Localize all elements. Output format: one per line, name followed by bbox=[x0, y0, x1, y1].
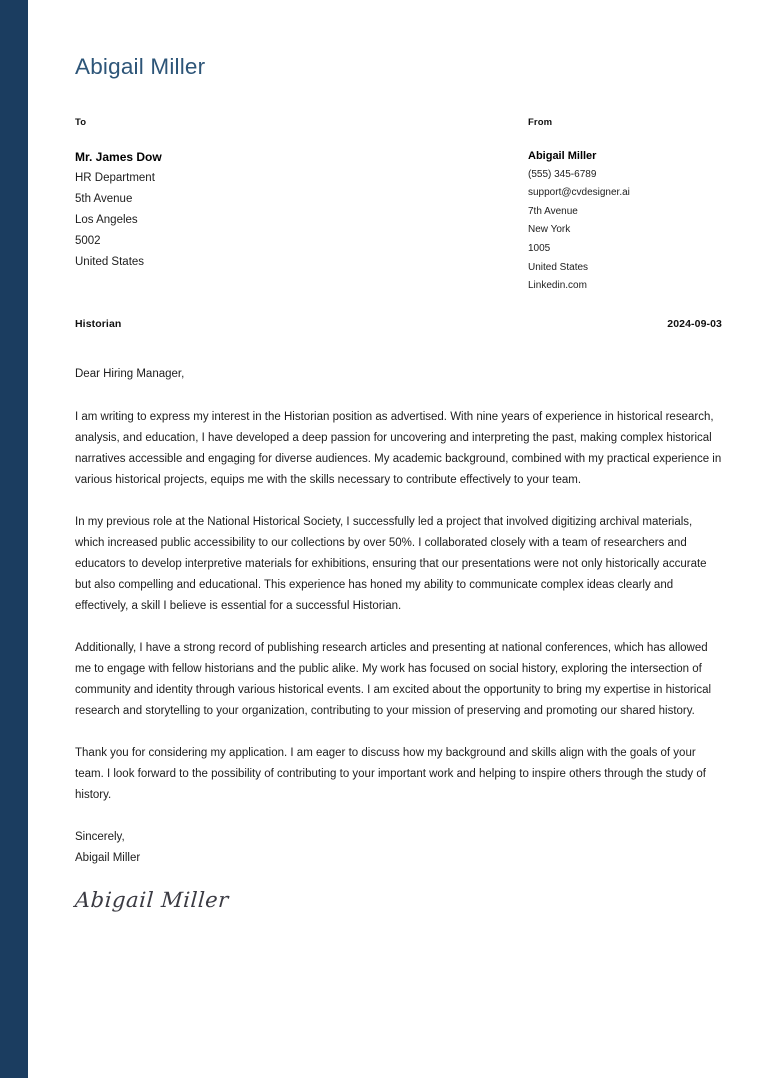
letter-content bbox=[75, 0, 722, 1078]
sender-email: support@cvdesigner.ai bbox=[528, 187, 630, 199]
body-paragraph: I am writing to express my interest in the Historian position as advertised. With nine years of experience in historical research, analysis, and education, I have developed a deep passion for uncovering and interpreting the past, making complex historical narratives accessible and engaging for diverse audiences. My academic background, combined with my practical experience in various historical projects, equips me with the skills necessary to contribute effectively to your team. bbox=[75, 411, 722, 486]
recipient-line: HR Department bbox=[75, 172, 155, 184]
sender-details bbox=[528, 147, 722, 296]
accent-sidebar-bar bbox=[0, 0, 28, 1078]
sender-column bbox=[528, 117, 722, 296]
closing-name: Abigail Miller bbox=[75, 852, 141, 864]
body-paragraph: Thank you for considering my application. I am eager to discuss how my background and skills align with the goals of your team. I look forward to the possibility of contributing to your important work and helping to inspire others through the study of history. bbox=[75, 747, 706, 801]
letter-date: 2024-09-03 bbox=[667, 318, 722, 330]
sender-phone: (555) 345-6789 bbox=[528, 168, 597, 180]
recipient-name: Mr. James Dow bbox=[75, 150, 162, 164]
recipient-line: United States bbox=[75, 256, 145, 268]
recipient-line: 5th Avenue bbox=[75, 193, 133, 205]
sender-line: 7th Avenue bbox=[528, 205, 578, 217]
sender-line: 1005 bbox=[528, 242, 551, 254]
body-paragraph: In my previous role at the National Historical Society, I successfully led a project that involved digitizing archival materials, which increased public accessibility to our collections by over 50%. I collaborated closely with a team of researchers and educators to develop interpretive materials for exhibitions, ensuring that our presentations were not only historically accurate but also compelling and educational. This experience has honed my ability to communicate complex ideas clearly and effectively, a skill I believe is essential for a successful Historian. bbox=[75, 516, 707, 612]
recipient-line: 5002 bbox=[75, 235, 101, 247]
recipient-label: To bbox=[75, 117, 87, 128]
sender-label: From bbox=[528, 117, 553, 128]
body-paragraph: Additionally, I have a strong record of publishing research articles and presenting at national conferences, which has allowed me to engage with fellow historians and the public alike. My work has focused on social history, exploring the intersection of community and identity through various historical events. I am excited about the opportunity to bring my expertise in historical research and storytelling to your organization, contributing to your mission of preserving and promoting our shared history. bbox=[75, 642, 712, 717]
page-title: Abigail Miller bbox=[75, 54, 206, 79]
letter-body bbox=[75, 365, 722, 913]
address-block bbox=[75, 117, 722, 296]
signature: Abigail Miller bbox=[74, 888, 230, 912]
recipient-column bbox=[75, 117, 528, 296]
closing-salutation: Sincerely, bbox=[75, 831, 125, 843]
sender-line: United States bbox=[528, 261, 589, 273]
sender-line: New York bbox=[528, 224, 571, 236]
closing-block bbox=[75, 827, 722, 869]
role-and-date-row bbox=[75, 318, 722, 330]
recipient-details bbox=[75, 147, 528, 273]
recipient-line: Los Angeles bbox=[75, 214, 138, 226]
salutation: Dear Hiring Manager, bbox=[75, 368, 185, 380]
sender-website: Linkedin.com bbox=[528, 280, 587, 292]
role-title: Historian bbox=[75, 318, 122, 330]
sender-name: Abigail Miller bbox=[528, 150, 597, 162]
